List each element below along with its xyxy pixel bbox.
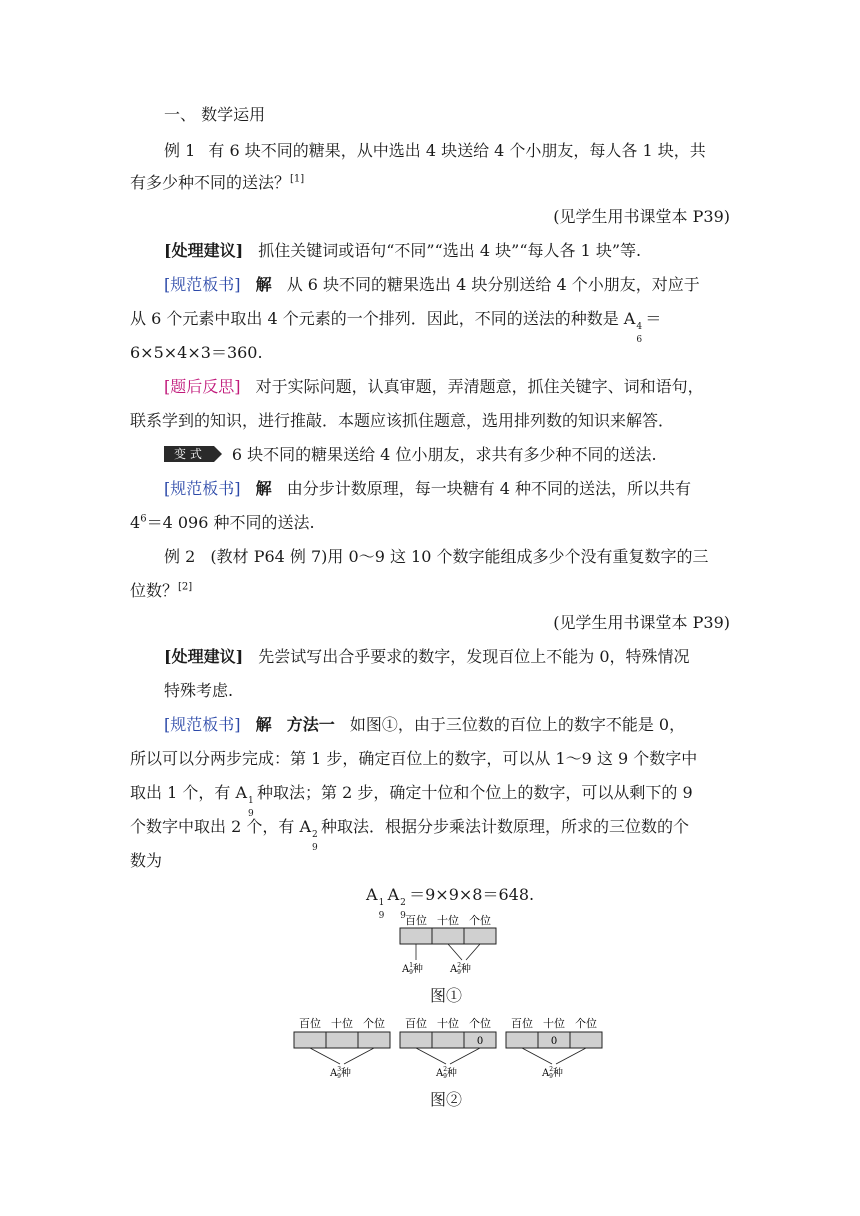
example2-sol-d [130,816,690,853]
variant-line [164,444,657,466]
figure2-cell [506,1032,538,1048]
figure1-header-1: 十位 [437,914,459,927]
example1-suggestion [164,240,641,262]
figure2-connector [416,1048,446,1064]
variant-solution-line-b [130,512,315,534]
formula-a: A [366,885,378,904]
figure1 [396,910,500,976]
figure1-header-2: 个位 [469,914,491,927]
example2-source: (见学生用书课堂本 P39) [553,613,730,632]
example2-sol-c1: 取出 1 个，有 A [130,783,247,802]
figure2-cell-value: 0 [476,1036,484,1047]
example1-solution-line-b [130,308,662,345]
solution-text-b: 从 6 个元素中取出 4 个元素的一个排列．因此，不同的送法的种数是 A [130,309,636,328]
figure1-diagram [396,910,500,976]
figure2-cell [432,1032,464,1048]
example1-solution-line-a [164,274,700,296]
figure2-panel-1 [400,1016,496,1080]
figure2-header: 百位 [299,1017,321,1030]
perm-sub: 6 [636,335,643,345]
suggest-tag: [处理建议] [164,241,244,260]
perm-sub: 9 [400,911,406,921]
figure1-connector-right-a [448,944,462,960]
perm-sup: 4 [636,322,643,332]
example1-line-b [130,172,304,194]
figure1-label-right: $A^2$ 9种 [450,962,471,976]
example2-sol-d2: 种取法．根据分步乘法计数原理，所求的三位数的个 [321,817,690,836]
figure1-label-left: $A^1$ 9种 [402,962,423,976]
figure1-cell-1 [432,928,464,944]
example2-solution-tag: [规范板书] [164,715,241,734]
variant-badge: 变 式 [164,446,214,462]
variant-solution-rest: ＝4 096 种不同的送法. [146,513,315,532]
figure2-label: $A^2$ 9种 [436,1066,457,1080]
example2-ref: [2] [178,581,193,593]
formula-b: A [387,885,400,904]
figure1-connector-right-b [466,944,480,960]
figure2-cell-value: 0 [550,1036,558,1047]
example2-sol-d1: 个数字中取出 2 个，有 A [130,817,311,836]
figure2-cell [570,1032,602,1048]
figure2-cell [326,1032,358,1048]
example2-text-b: 位数？ [130,581,179,600]
example2-text-a: (教材 P64 例 7)用 0～9 这 10 个数字能组成多少个没有重复数字的三 [210,547,709,566]
example1-text-a: 有 6 块不同的糖果，从中选出 4 块送给 4 个小朋友，每人各 1 块，共 [208,141,706,160]
variant-solution-text-a: 由分步计数原理，每一块糖有 4 种不同的送法，所以共有 [286,479,692,498]
figure2-header: 百位 [511,1017,533,1030]
figure2-connector [450,1048,480,1064]
example1-source: (见学生用书课堂本 P39) [553,207,730,226]
figure2-header: 十位 [543,1017,565,1030]
perm-sup: 1 [248,796,254,806]
section-heading: 一、 数学运用 [164,105,266,124]
example2-solution-jie: 解 [255,715,272,734]
variant-power-exp: 6 [140,513,147,525]
solution-jie: 解 [255,275,272,294]
variant-power-base: 4 [130,513,141,532]
example2-sol-c2: 种取法；第 2 步，确定十位和个位上的数字，可以从剩下的 9 [257,783,693,802]
reflect-tag: [题后反思] [164,377,241,396]
suggest-text: 抓住关键词或语句“不同”“选出 4 块”“每人各 1 块”等. [258,241,642,260]
example2-suggestion-line-a [164,646,690,668]
example2-sol-a: 如图①，由于三位数的百位上的数字不能是 0， [349,715,686,734]
figure1-header-0: 百位 [405,914,427,927]
perm-sup: 1 [378,898,385,908]
example2-sol-c [130,782,693,819]
figure2-header: 个位 [575,1017,597,1030]
perm-sub: 9 [378,911,385,921]
figure2-header: 个位 [363,1017,385,1030]
example1-line-a [164,140,706,162]
example2-suggest-a: 先尝试写出合乎要求的数字，发现百位上不能为 0，特殊情况 [258,647,690,666]
example2-suggest-tag: [处理建议] [164,647,244,666]
figure2-label: $A^3$ 9种 [330,1066,351,1080]
figure1-cell-0 [400,928,432,944]
formula-rest: ＝9×9×8＝648. [409,885,535,904]
example1-text-b: 有多少种不同的送法？ [130,173,291,192]
figure2-caption: 图② [430,1090,463,1109]
example2-sol-b: 所以可以分两步完成：第 1 步，确定百位上的数字，可以从 1～9 这 9 个数字中 [130,749,698,768]
figure1-cell-2 [464,928,496,944]
figure2-diagram [292,1014,612,1082]
example2-line-a [164,546,709,568]
perm-sup: 2 [400,898,406,908]
figure2-cell [294,1032,326,1048]
example1-reflect-line-b: 联系学到的知识，进行推敲．本题应该抓住题意，选用排列数的知识来解答． [130,411,675,430]
example2-sol-e: 数为 [130,851,163,870]
example1-label: 例 1 [164,141,196,160]
reflect-text-a: 对于实际问题，认真审题，弄清题意，抓住关键字、词和语句， [255,377,704,396]
perm-sup: 2 [312,830,318,840]
variant-solution-line-a [164,478,691,500]
example2-method: 方法一 [286,715,335,734]
solution-text-a: 从 6 块不同的糖果选出 4 块分别送给 4 个小朋友，对应于 [286,275,700,294]
figure1-caption: 图① [430,986,463,1005]
figure2-connector [522,1048,552,1064]
example2-label: 例 2 [164,547,196,566]
figure2 [292,1014,612,1082]
figure2-panel-0 [294,1016,390,1080]
example1-ref: [1] [290,173,305,185]
figure2-header: 十位 [331,1017,353,1030]
example2-suggestion-line-b: 特殊考虑. [164,681,234,700]
figure2-header: 百位 [405,1017,427,1030]
figure2-header: 个位 [469,1017,491,1030]
figure2-cell [358,1032,390,1048]
perm-sub: 9 [248,809,254,819]
figure2-label: $A^2$ 9种 [542,1066,563,1080]
figure2-connector [556,1048,586,1064]
figure2-header: 十位 [437,1017,459,1030]
perm-sub: 9 [312,843,318,853]
example1-reflect-line-a [164,376,704,398]
variant-solution-jie: 解 [255,479,272,498]
solution-eq: ＝ [645,309,662,328]
solution-tag: [规范板书] [164,275,241,294]
example2-line-b [130,580,192,602]
example1-solution-line-c: 6×5×4×3＝360. [130,343,263,362]
figure2-connector [310,1048,340,1064]
figure2-connector [344,1048,374,1064]
variant-solution-tag: [规范板书] [164,479,241,498]
example2-solution-line-a [164,714,685,736]
figure2-cell [400,1032,432,1048]
variant-text: 6 块不同的糖果送给 4 位小朋友，求共有多少种不同的送法. [231,445,657,464]
figure2-panel-2 [506,1016,602,1080]
